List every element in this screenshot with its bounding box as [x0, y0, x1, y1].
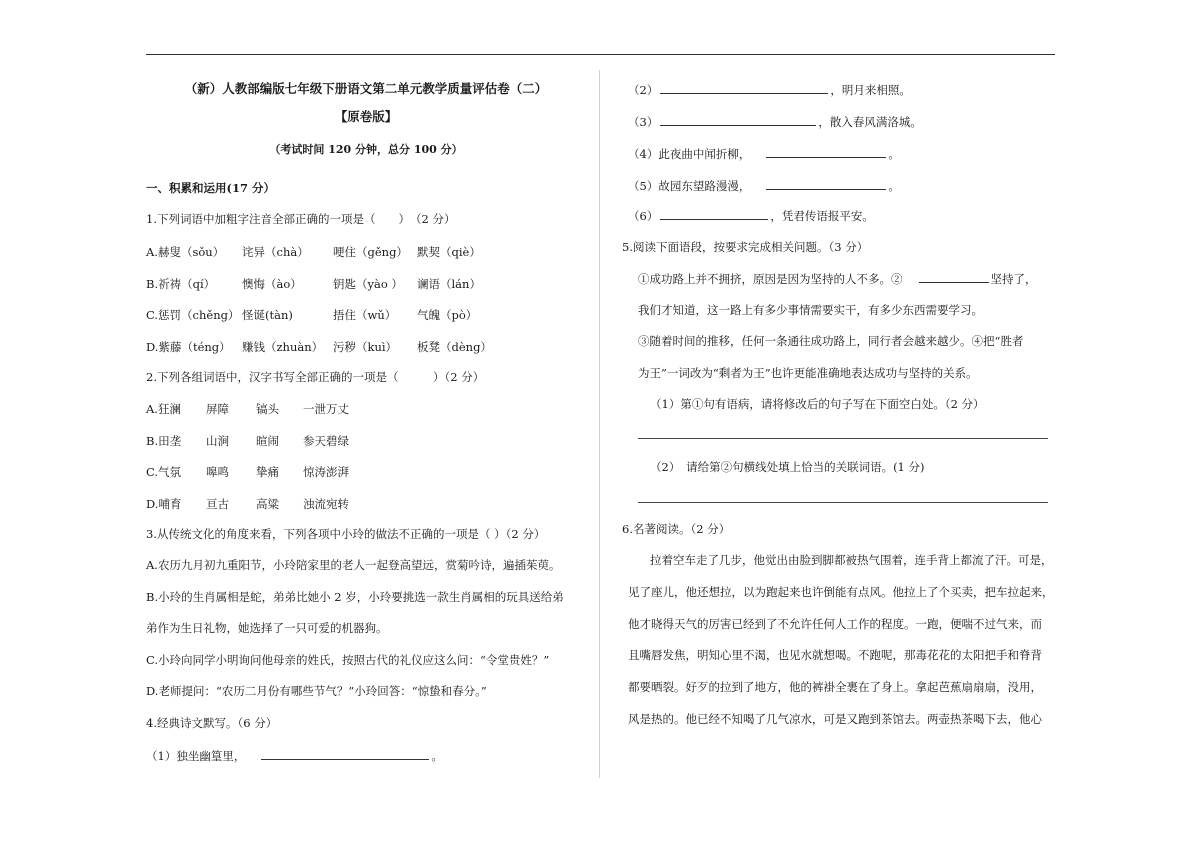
- q1-option-0-0: A.赫叟（sǒu）: [146, 245, 225, 259]
- q2-option-1-0: B.田垄: [146, 433, 182, 448]
- exam-subtitle: 【原卷版】: [334, 109, 398, 124]
- answer-blank[interactable]: [919, 271, 989, 283]
- q1-option-0-2: 哽住（gěng）: [333, 245, 408, 259]
- q4-item-5: [628, 178, 900, 193]
- q2-option-0-1: 屏障: [206, 402, 229, 416]
- q1-option-2-0: C.惩罚（chěng）: [146, 308, 240, 322]
- q4-item-3-pre: （3）: [628, 115, 659, 129]
- q2-option-1-2: 暄闹: [256, 433, 279, 448]
- q4-item-6: [628, 208, 874, 223]
- q1-option-2-1: 怪诞(tàn): [242, 308, 293, 322]
- answer-line[interactable]: [638, 438, 1048, 439]
- answer-line[interactable]: [638, 502, 1048, 503]
- q2-option-2-1: 嗥鸣: [206, 465, 229, 479]
- q6-stem: 6.名著阅读。（2 分）: [622, 522, 731, 536]
- q5-sub-2: （2） 请给第②句横线处填上恰当的关联词语。(1 分): [650, 460, 925, 474]
- q3-option-b: B.小玲的生肖属相是蛇，弟弟比她小 2 岁，小玲要挑选一款生肖属相的玩具送给弟: [146, 590, 564, 604]
- q4-stem: 4.经典诗文默写。（6 分）: [146, 716, 278, 730]
- q2-option-3-1: 亘古: [206, 496, 229, 511]
- q4-item-5-pre: （5）故园东望路漫漫，: [628, 179, 751, 193]
- q4-item-6-pre: （6）: [628, 209, 659, 223]
- q5-stem: 5.阅读下面语段，按要求完成相关问题。（3 分）: [622, 240, 869, 254]
- section-heading: 一、积累和运用(17 分）: [146, 181, 275, 195]
- answer-blank[interactable]: [261, 748, 429, 760]
- q3-option-b-cont: 弟作为生日礼物，她选择了一只可爱的机器狗。: [146, 621, 388, 635]
- q2-option-2-2: 挚痛: [256, 465, 279, 479]
- q1-option-0-1: 诧异（chà）: [242, 245, 309, 259]
- q6-passage-line: 他才晓得天气的厉害已经到了不允许任何人工作的程度。一跑，便喘不过气来，而: [628, 616, 1042, 631]
- q1-option-3-1: 赚钱（zhuàn）: [242, 339, 324, 354]
- q1-option-0-3: 默契（qiè）: [417, 245, 481, 259]
- q6-passage-line: 见了座儿，他还想拉，以为跑起来也许倒能有点风。他拉上了个买卖，把车拉起来，: [628, 584, 1054, 599]
- column-divider: [599, 70, 600, 778]
- q2-option-3-0: D.哺育: [146, 496, 182, 511]
- q2-option-1-3: 参天碧绿: [303, 433, 349, 448]
- q4-item-2-pre: （2）: [628, 83, 659, 97]
- q2-stem: 2.下列各组词语中，汉字书写全部正确的一项是（ ）（2 分）: [146, 370, 485, 384]
- q4-item-5-post: 。: [888, 179, 900, 193]
- q3-option-d: D.老师提问：“农历二月份有哪些节气？”小玲回答：“惊蛰和春分。”: [146, 684, 487, 698]
- exam-title: （新）人教部编版七年级下册语文第二单元教学质量评估卷（二）: [184, 81, 548, 96]
- q2-option-3-3: 浊流宛转: [303, 496, 349, 511]
- answer-blank[interactable]: [660, 208, 768, 220]
- q1-option-2-2: 捂住（wǔ）: [333, 308, 397, 322]
- q5-para-1b: 坚持了，: [990, 272, 1037, 286]
- q4-item-1-post: 。: [431, 749, 443, 763]
- q3-option-c: C.小玲向同学小明询问他母亲的姓氏，按照古代的礼仪应这么问：“令堂贵姓？”: [146, 653, 550, 667]
- answer-blank[interactable]: [660, 82, 828, 94]
- q4-item-3: [628, 114, 922, 129]
- answer-blank[interactable]: [660, 114, 816, 126]
- q2-option-2-3: 惊涛澎湃: [303, 465, 349, 479]
- q4-item-3-post: ，散入春风满洛城。: [818, 115, 922, 129]
- q4-item-4-post: 。: [888, 147, 900, 161]
- q1-option-2-3: 气魄（pò）: [417, 308, 478, 322]
- q3-stem: 3.从传统文化的角度来看，下列各项中小玲的做法不正确的一项是（ ）（2 分）: [146, 527, 546, 541]
- exam-info: （考试时间 120 分钟，总分 100 分）: [269, 143, 463, 156]
- q4-item-1-pre: （1）独坐幽篁里，: [146, 749, 246, 763]
- q1-option-1-0: B.祈祷（qí）: [146, 276, 216, 291]
- q4-item-2: [628, 82, 911, 97]
- answer-blank[interactable]: [766, 146, 886, 158]
- q2-option-2-0: C.气氛: [146, 465, 182, 479]
- q5-para-2: 我们才知道，这一路上有多少事情需要实干，有多少东西需要学习。: [638, 303, 983, 317]
- q1-option-1-1: 懊悔（ào）: [242, 276, 302, 291]
- q2-option-1-1: 山涧: [206, 433, 229, 448]
- q5-para-1a: ①成功路上并不拥挤，原因是因为坚持的人不多。②: [638, 272, 903, 286]
- q3-option-a: A.农历九月初九重阳节，小玲陪家里的老人一起登高望远，赏菊吟诗，遍插茱萸。: [146, 558, 561, 572]
- q2-option-0-3: 一泄万丈: [303, 402, 349, 416]
- q4-item-4: [628, 146, 900, 161]
- q6-passage-line: 都要晒裂。好歹的拉到了地方，他的裤褂全裹在了身上。拿起芭蕉扇扇扇，没用，: [628, 680, 1042, 695]
- q6-passage-line: 且嘴唇发焦，明知心里不渴，也见水就想喝。不跑呢，那毒花花的太阳把手和脊背: [628, 648, 1042, 663]
- q2-option-3-2: 高粱: [256, 496, 279, 511]
- q1-option-1-2: 钥匙（yào ）: [333, 276, 403, 291]
- q1-option-3-2: 污秽（kuì）: [333, 339, 398, 354]
- q5-para-4: 为王”一词改为“剩者为王”也许更能准确地表达成功与坚持的关系。: [638, 366, 978, 380]
- q6-passage-line: 拉着空车走了几步，他觉出由脸到脚都被热气围着，连手背上都流了汗。可是，: [650, 553, 1053, 567]
- q1-option-3-3: 板凳（dèng）: [417, 339, 492, 354]
- q5-para-1: [638, 271, 1037, 286]
- answer-blank[interactable]: [766, 178, 886, 190]
- q2-option-0-0: A.狂澜: [146, 402, 181, 416]
- header-rule: [146, 54, 1055, 55]
- q5-sub-1: （1）第①句有语病，请将修改后的句子写在下面空白处。（2 分）: [650, 397, 985, 411]
- q4-item-2-post: ，明月来相照。: [830, 83, 911, 97]
- q1-option-1-3: 谰语（lán）: [417, 276, 481, 291]
- q5-para-3: ③随着时间的推移，任何一条通往成功路上，同行者会越来越少。④把“胜者: [638, 334, 1024, 348]
- q4-item-1: [146, 748, 443, 763]
- q1-option-3-0: D.紫藤（téng）: [146, 339, 231, 354]
- q4-item-4-pre: （4）此夜曲中闻折柳，: [628, 147, 751, 161]
- q6-passage-line: 风是热的。他已经不知喝了几气凉水，可是又跑到茶馆去。两壶热茶喝下去，他心: [628, 712, 1042, 726]
- q4-item-6-post: ，凭君传语报平安。: [770, 209, 874, 223]
- q1-stem: 1.下列词语中加粗字注音全部正确的一项是（ ） （2 分）: [146, 212, 456, 226]
- q2-option-0-2: 镐头: [256, 402, 279, 416]
